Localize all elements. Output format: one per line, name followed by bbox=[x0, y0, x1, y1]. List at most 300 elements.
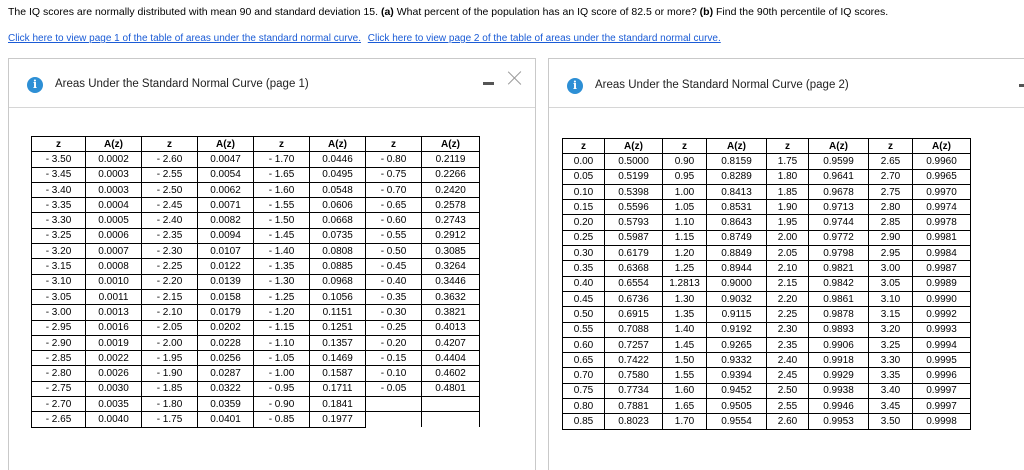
area-value-cell: 0.8531 bbox=[707, 200, 767, 215]
z-value-cell: - 1.00 bbox=[254, 366, 310, 381]
table-row bbox=[563, 215, 971, 230]
z-value-cell: 1.65 bbox=[663, 399, 707, 414]
z-value-cell: 3.25 bbox=[869, 337, 913, 352]
z-value-cell: 3.50 bbox=[869, 414, 913, 429]
area-value-cell: 0.0158 bbox=[198, 289, 254, 304]
area-value-cell: 0.2119 bbox=[422, 152, 480, 167]
area-value-cell: 0.1151 bbox=[310, 305, 366, 320]
area-value-cell: 0.0179 bbox=[198, 305, 254, 320]
z-value-cell: - 0.75 bbox=[366, 167, 422, 182]
z-value-cell: - 3.20 bbox=[32, 244, 86, 259]
table-window-page2 bbox=[548, 58, 1024, 470]
z-value-cell: - 0.35 bbox=[366, 289, 422, 304]
z-value-cell: - 2.40 bbox=[142, 213, 198, 228]
z-value-cell: 1.00 bbox=[663, 184, 707, 199]
area-value-cell: 0.9772 bbox=[809, 230, 869, 245]
table-row bbox=[32, 244, 480, 259]
minimize-button[interactable] bbox=[483, 82, 494, 85]
z-value-cell: - 0.15 bbox=[366, 351, 422, 366]
area-value-cell: 0.8643 bbox=[707, 215, 767, 230]
area-value-cell: 0.9994 bbox=[913, 337, 971, 352]
z-column-header: z bbox=[767, 139, 809, 154]
table-row bbox=[563, 200, 971, 215]
z-value-cell: 0.25 bbox=[563, 230, 605, 245]
z-value-cell: - 0.70 bbox=[366, 182, 422, 197]
area-value-cell: 0.1841 bbox=[310, 397, 366, 412]
window-header bbox=[9, 59, 535, 108]
area-column-header: A(z) bbox=[605, 139, 663, 154]
z-table-page2 bbox=[562, 138, 971, 430]
z-value-cell: - 3.40 bbox=[32, 182, 86, 197]
z-value-cell: - 2.15 bbox=[142, 289, 198, 304]
area-column-header: A(z) bbox=[809, 139, 869, 154]
area-value-cell: 0.7088 bbox=[605, 322, 663, 337]
z-value-cell: 2.55 bbox=[767, 399, 809, 414]
z-value-cell: 1.10 bbox=[663, 215, 707, 230]
area-value-cell: 0.9965 bbox=[913, 169, 971, 184]
area-value-cell: 0.0107 bbox=[198, 244, 254, 259]
area-value-cell: 0.2912 bbox=[422, 228, 480, 243]
area-value-cell: 0.9192 bbox=[707, 322, 767, 337]
z-value-cell: - 1.90 bbox=[142, 366, 198, 381]
z-value-cell: 3.30 bbox=[869, 353, 913, 368]
z-value-cell: - 1.45 bbox=[254, 228, 310, 243]
table-row bbox=[32, 366, 480, 381]
table-row bbox=[563, 399, 971, 414]
area-value-cell: 0.9929 bbox=[809, 368, 869, 383]
minimize-button[interactable] bbox=[1019, 84, 1024, 87]
z-value-cell: 3.15 bbox=[869, 307, 913, 322]
z-value-cell: - 1.30 bbox=[254, 274, 310, 289]
z-value-cell: - 1.20 bbox=[254, 305, 310, 320]
area-value-cell: 0.0062 bbox=[198, 182, 254, 197]
z-column-header: z bbox=[869, 139, 913, 154]
area-value-cell: 0.4404 bbox=[422, 351, 480, 366]
z-value-cell: - 3.30 bbox=[32, 213, 86, 228]
area-value-cell: 0.0003 bbox=[86, 167, 142, 182]
z-value-cell: 0.90 bbox=[663, 154, 707, 169]
table-row bbox=[563, 169, 971, 184]
area-value-cell: 0.9970 bbox=[913, 184, 971, 199]
z-value-cell: 2.50 bbox=[767, 383, 809, 398]
z-value-cell: 1.40 bbox=[663, 322, 707, 337]
area-value-cell: 0.4013 bbox=[422, 320, 480, 335]
z-value-cell: - 1.15 bbox=[254, 320, 310, 335]
z-value-cell: - 1.55 bbox=[254, 198, 310, 213]
z-value-cell: - 2.60 bbox=[142, 152, 198, 167]
area-column-header: A(z) bbox=[422, 137, 480, 152]
area-value-cell: 0.4602 bbox=[422, 366, 480, 381]
area-value-cell: 0.0082 bbox=[198, 213, 254, 228]
area-value-cell: 0.9974 bbox=[913, 200, 971, 215]
z-value-cell: - 2.20 bbox=[142, 274, 198, 289]
area-value-cell: 0.3446 bbox=[422, 274, 480, 289]
table-row bbox=[563, 322, 971, 337]
area-value-cell: 0.9798 bbox=[809, 246, 869, 261]
part-b-label: (b) bbox=[699, 6, 714, 18]
table-row bbox=[32, 335, 480, 350]
z-value-cell: - 3.35 bbox=[32, 198, 86, 213]
area-value-cell: 0.0040 bbox=[86, 412, 142, 427]
area-value-cell: 0.9938 bbox=[809, 383, 869, 398]
area-value-cell: 0.2578 bbox=[422, 198, 480, 213]
z-value-cell: - 2.90 bbox=[32, 335, 86, 350]
area-value-cell: 0.0003 bbox=[86, 182, 142, 197]
z-value-cell: 0.70 bbox=[563, 368, 605, 383]
z-value-cell: 1.60 bbox=[663, 383, 707, 398]
z-value-cell: 2.30 bbox=[767, 322, 809, 337]
z-value-cell: - 2.95 bbox=[32, 320, 86, 335]
z-value-cell: - 2.65 bbox=[32, 412, 86, 427]
z-value-cell: - 0.30 bbox=[366, 305, 422, 320]
table-row bbox=[32, 289, 480, 304]
area-value-cell: 0.0011 bbox=[86, 289, 142, 304]
area-value-cell: 0.9981 bbox=[913, 230, 971, 245]
z-value-cell: - 0.90 bbox=[254, 397, 310, 412]
area-value-cell: 0.9554 bbox=[707, 414, 767, 429]
z-value-cell: 2.15 bbox=[767, 276, 809, 291]
area-value-cell: 0.5793 bbox=[605, 215, 663, 230]
area-value-cell: 0.0256 bbox=[198, 351, 254, 366]
z-value-cell: - 3.45 bbox=[32, 167, 86, 182]
z-value-cell: 1.95 bbox=[767, 215, 809, 230]
table-row bbox=[32, 274, 480, 289]
area-value-cell: 0.0322 bbox=[198, 381, 254, 396]
z-value-cell: - 3.50 bbox=[32, 152, 86, 167]
z-value-cell: - 0.25 bbox=[366, 320, 422, 335]
area-value-cell: 0.6179 bbox=[605, 246, 663, 261]
z-value-cell: - 0.85 bbox=[254, 412, 310, 427]
info-icon: i bbox=[27, 77, 43, 93]
z-value-cell: 3.40 bbox=[869, 383, 913, 398]
area-value-cell: 0.9842 bbox=[809, 276, 869, 291]
area-value-cell: 0.0446 bbox=[310, 152, 366, 167]
z-value-cell: - 0.20 bbox=[366, 335, 422, 350]
z-value-cell: 2.05 bbox=[767, 246, 809, 261]
table-row bbox=[32, 351, 480, 366]
area-value-cell: 0.9505 bbox=[707, 399, 767, 414]
z-value-cell: 0.75 bbox=[563, 383, 605, 398]
table-row bbox=[32, 167, 480, 182]
table-row bbox=[32, 381, 480, 396]
z-value-cell: - 1.10 bbox=[254, 335, 310, 350]
z-value-cell: 2.65 bbox=[869, 154, 913, 169]
table-row bbox=[32, 198, 480, 213]
z-value-cell: - 0.55 bbox=[366, 228, 422, 243]
area-value-cell: 0.5000 bbox=[605, 154, 663, 169]
area-value-cell: 0.6554 bbox=[605, 276, 663, 291]
area-value-cell: 0.9599 bbox=[809, 154, 869, 169]
area-value-cell: 0.8159 bbox=[707, 154, 767, 169]
area-value-cell: 0.8413 bbox=[707, 184, 767, 199]
table-row bbox=[32, 152, 480, 167]
area-value-cell: 0.9984 bbox=[913, 246, 971, 261]
z-column-header: z bbox=[563, 139, 605, 154]
z-value-cell: 1.25 bbox=[663, 261, 707, 276]
area-column-header: A(z) bbox=[86, 137, 142, 152]
z-value-cell: 3.35 bbox=[869, 368, 913, 383]
z-value-cell: - 1.75 bbox=[142, 412, 198, 427]
z-column-header: z bbox=[142, 137, 198, 152]
area-value-cell: 0.9997 bbox=[913, 399, 971, 414]
area-value-cell: 0.1251 bbox=[310, 320, 366, 335]
z-value-cell: 1.50 bbox=[663, 353, 707, 368]
area-value-cell: 0.0606 bbox=[310, 198, 366, 213]
area-value-cell: 0.0022 bbox=[86, 351, 142, 366]
area-value-cell: 0.9953 bbox=[809, 414, 869, 429]
z-value-cell: - 2.85 bbox=[32, 351, 86, 366]
z-value-cell: - 0.65 bbox=[366, 198, 422, 213]
z-value-cell: - 0.95 bbox=[254, 381, 310, 396]
area-value-cell: 0.9032 bbox=[707, 291, 767, 306]
area-value-cell: 0.0228 bbox=[198, 335, 254, 350]
z-value-cell: - 3.25 bbox=[32, 228, 86, 243]
area-value-cell: 0.8944 bbox=[707, 261, 767, 276]
z-value-cell: - 2.05 bbox=[142, 320, 198, 335]
area-value-cell: 0.9878 bbox=[809, 307, 869, 322]
window-header bbox=[549, 59, 1024, 108]
z-value-cell: 0.55 bbox=[563, 322, 605, 337]
z-value-cell: 1.15 bbox=[663, 230, 707, 245]
z-value-cell: 1.35 bbox=[663, 307, 707, 322]
table-row bbox=[563, 368, 971, 383]
area-value-cell: 0.9995 bbox=[913, 353, 971, 368]
table-row bbox=[32, 213, 480, 228]
z-column-header: z bbox=[254, 137, 310, 152]
z-value-cell: 2.40 bbox=[767, 353, 809, 368]
z-column-header: z bbox=[366, 137, 422, 152]
area-value-cell: 0.0006 bbox=[86, 228, 142, 243]
z-value-cell: 3.20 bbox=[869, 322, 913, 337]
part-a-text: What percent of the population has an IQ score of 82.5 or more? bbox=[396, 6, 697, 18]
area-value-cell: 0.1056 bbox=[310, 289, 366, 304]
z-value-cell: 2.00 bbox=[767, 230, 809, 245]
z-value-cell: 2.60 bbox=[767, 414, 809, 429]
table-row bbox=[563, 414, 971, 429]
table-page2-link[interactable]: Click here to view page 2 of the table of areas under the standard normal curve. bbox=[367, 33, 721, 44]
area-value-cell: 0.2266 bbox=[422, 167, 480, 182]
area-value-cell bbox=[422, 397, 480, 412]
z-value-cell: 0.60 bbox=[563, 337, 605, 352]
table-row bbox=[563, 291, 971, 306]
z-value-cell: - 1.25 bbox=[254, 289, 310, 304]
area-value-cell: 0.5199 bbox=[605, 169, 663, 184]
table-row bbox=[32, 397, 480, 412]
question-text bbox=[8, 6, 888, 18]
area-value-cell: 0.6915 bbox=[605, 307, 663, 322]
area-value-cell: 0.9641 bbox=[809, 169, 869, 184]
area-value-cell: 0.0026 bbox=[86, 366, 142, 381]
z-value-cell: 1.85 bbox=[767, 184, 809, 199]
area-value-cell: 0.9906 bbox=[809, 337, 869, 352]
z-value-cell: - 1.40 bbox=[254, 244, 310, 259]
z-value-cell: - 1.60 bbox=[254, 182, 310, 197]
area-value-cell: 0.9332 bbox=[707, 353, 767, 368]
z-value-cell: 1.75 bbox=[767, 154, 809, 169]
area-value-cell: 0.0004 bbox=[86, 198, 142, 213]
z-value-cell: - 3.05 bbox=[32, 289, 86, 304]
z-value-cell: - 0.40 bbox=[366, 274, 422, 289]
z-column-header: z bbox=[32, 137, 86, 152]
z-value-cell: - 2.80 bbox=[32, 366, 86, 381]
area-value-cell bbox=[422, 412, 480, 427]
z-value-cell: 0.95 bbox=[663, 169, 707, 184]
z-value-cell: 2.45 bbox=[767, 368, 809, 383]
area-column-header: A(z) bbox=[913, 139, 971, 154]
area-value-cell: 0.9452 bbox=[707, 383, 767, 398]
area-value-cell: 0.9744 bbox=[809, 215, 869, 230]
z-value-cell: 3.10 bbox=[869, 291, 913, 306]
area-value-cell: 0.9000 bbox=[707, 276, 767, 291]
z-value-cell: 3.45 bbox=[869, 399, 913, 414]
area-column-header: A(z) bbox=[707, 139, 767, 154]
area-value-cell: 0.0002 bbox=[86, 152, 142, 167]
area-value-cell: 0.9265 bbox=[707, 337, 767, 352]
z-value-cell: 2.70 bbox=[869, 169, 913, 184]
z-value-cell: - 2.30 bbox=[142, 244, 198, 259]
area-value-cell: 0.0071 bbox=[198, 198, 254, 213]
area-value-cell: 0.9918 bbox=[809, 353, 869, 368]
table-row bbox=[563, 230, 971, 245]
z-value-cell: - 2.70 bbox=[32, 397, 86, 412]
z-value-cell: 1.05 bbox=[663, 200, 707, 215]
z-value-cell: - 0.50 bbox=[366, 244, 422, 259]
z-value-cell: 1.2813 bbox=[663, 276, 707, 291]
z-value-cell: - 2.75 bbox=[32, 381, 86, 396]
area-value-cell: 0.9978 bbox=[913, 215, 971, 230]
z-value-cell: 1.80 bbox=[767, 169, 809, 184]
z-value-cell: - 3.10 bbox=[32, 274, 86, 289]
window-title: Areas Under the Standard Normal Curve (page 2) bbox=[595, 79, 849, 91]
table-row bbox=[563, 246, 971, 261]
area-value-cell: 0.0885 bbox=[310, 259, 366, 274]
area-value-cell: 0.2743 bbox=[422, 213, 480, 228]
z-value-cell: 0.00 bbox=[563, 154, 605, 169]
area-value-cell: 0.9992 bbox=[913, 307, 971, 322]
table-row bbox=[563, 307, 971, 322]
area-value-cell: 0.9893 bbox=[809, 322, 869, 337]
area-value-cell: 0.1977 bbox=[310, 412, 366, 427]
z-value-cell: - 1.65 bbox=[254, 167, 310, 182]
area-value-cell: 0.0047 bbox=[198, 152, 254, 167]
area-value-cell: 0.7422 bbox=[605, 353, 663, 368]
area-value-cell: 0.0495 bbox=[310, 167, 366, 182]
z-value-cell: 0.50 bbox=[563, 307, 605, 322]
area-value-cell: 0.0287 bbox=[198, 366, 254, 381]
table-row bbox=[563, 353, 971, 368]
area-value-cell: 0.2420 bbox=[422, 182, 480, 197]
area-value-cell: 0.8849 bbox=[707, 246, 767, 261]
area-value-cell: 0.8749 bbox=[707, 230, 767, 245]
area-value-cell: 0.1711 bbox=[310, 381, 366, 396]
z-value-cell: - 3.00 bbox=[32, 305, 86, 320]
area-value-cell: 0.0139 bbox=[198, 274, 254, 289]
area-value-cell: 0.9394 bbox=[707, 368, 767, 383]
table-page1-link[interactable]: Click here to view page 1 of the table of areas under the standard normal curve. bbox=[8, 33, 361, 44]
area-value-cell: 0.0008 bbox=[86, 259, 142, 274]
area-value-cell: 0.0013 bbox=[86, 305, 142, 320]
table-links bbox=[8, 33, 721, 44]
table-row bbox=[32, 412, 480, 427]
table-row bbox=[563, 261, 971, 276]
area-value-cell: 0.7881 bbox=[605, 399, 663, 414]
area-value-cell: 0.1469 bbox=[310, 351, 366, 366]
z-value-cell: - 0.80 bbox=[366, 152, 422, 167]
z-value-cell: 2.35 bbox=[767, 337, 809, 352]
area-value-cell: 0.0202 bbox=[198, 320, 254, 335]
z-value-cell: - 1.35 bbox=[254, 259, 310, 274]
area-value-cell: 0.8023 bbox=[605, 414, 663, 429]
table-row bbox=[32, 259, 480, 274]
z-value-cell: 0.20 bbox=[563, 215, 605, 230]
z-value-cell: 0.10 bbox=[563, 184, 605, 199]
z-value-cell: 2.20 bbox=[767, 291, 809, 306]
z-value-cell: - 0.60 bbox=[366, 213, 422, 228]
area-value-cell: 0.5596 bbox=[605, 200, 663, 215]
area-value-cell: 0.5398 bbox=[605, 184, 663, 199]
area-value-cell: 0.0359 bbox=[198, 397, 254, 412]
table-row bbox=[563, 154, 971, 169]
z-value-cell: 3.00 bbox=[869, 261, 913, 276]
z-value-cell: 2.25 bbox=[767, 307, 809, 322]
close-button[interactable] bbox=[508, 71, 522, 85]
z-value-cell: 0.65 bbox=[563, 353, 605, 368]
part-b-text: Find the 90th percentile of IQ scores. bbox=[716, 6, 889, 18]
area-value-cell: 0.7580 bbox=[605, 368, 663, 383]
z-value-cell: - 2.45 bbox=[142, 198, 198, 213]
z-table-page1 bbox=[31, 136, 480, 428]
area-value-cell: 0.9713 bbox=[809, 200, 869, 215]
area-value-cell: 0.9115 bbox=[707, 307, 767, 322]
z-value-cell: 0.40 bbox=[563, 276, 605, 291]
area-value-cell: 0.0668 bbox=[310, 213, 366, 228]
area-value-cell: 0.1587 bbox=[310, 366, 366, 381]
area-value-cell: 0.9990 bbox=[913, 291, 971, 306]
z-value-cell: - 2.50 bbox=[142, 182, 198, 197]
area-value-cell: 0.0030 bbox=[86, 381, 142, 396]
area-value-cell: 0.0548 bbox=[310, 182, 366, 197]
area-value-cell: 0.4207 bbox=[422, 335, 480, 350]
z-value-cell: 1.70 bbox=[663, 414, 707, 429]
table-row bbox=[563, 383, 971, 398]
z-value-cell: 1.45 bbox=[663, 337, 707, 352]
table-row bbox=[32, 182, 480, 197]
z-value-cell: 0.45 bbox=[563, 291, 605, 306]
area-value-cell: 0.9861 bbox=[809, 291, 869, 306]
area-value-cell: 0.9996 bbox=[913, 368, 971, 383]
area-value-cell: 0.0019 bbox=[86, 335, 142, 350]
area-value-cell: 0.0005 bbox=[86, 213, 142, 228]
area-value-cell: 0.3632 bbox=[422, 289, 480, 304]
z-value-cell: 1.55 bbox=[663, 368, 707, 383]
area-value-cell: 0.3085 bbox=[422, 244, 480, 259]
area-value-cell: 0.9960 bbox=[913, 154, 971, 169]
z-value-cell: - 2.10 bbox=[142, 305, 198, 320]
z-value-cell: - 0.45 bbox=[366, 259, 422, 274]
area-value-cell: 0.0968 bbox=[310, 274, 366, 289]
area-value-cell: 0.6736 bbox=[605, 291, 663, 306]
z-value-cell: - 1.85 bbox=[142, 381, 198, 396]
z-value-cell: 1.20 bbox=[663, 246, 707, 261]
question-intro: The IQ scores are normally distributed with mean 90 and standard deviation 15. bbox=[8, 6, 379, 18]
z-value-cell: - 1.80 bbox=[142, 397, 198, 412]
area-value-cell: 0.0735 bbox=[310, 228, 366, 243]
z-value-cell: - 0.10 bbox=[366, 366, 422, 381]
z-value-cell: 0.05 bbox=[563, 169, 605, 184]
z-value-cell: 2.95 bbox=[869, 246, 913, 261]
table-row bbox=[563, 337, 971, 352]
area-value-cell: 0.9998 bbox=[913, 414, 971, 429]
